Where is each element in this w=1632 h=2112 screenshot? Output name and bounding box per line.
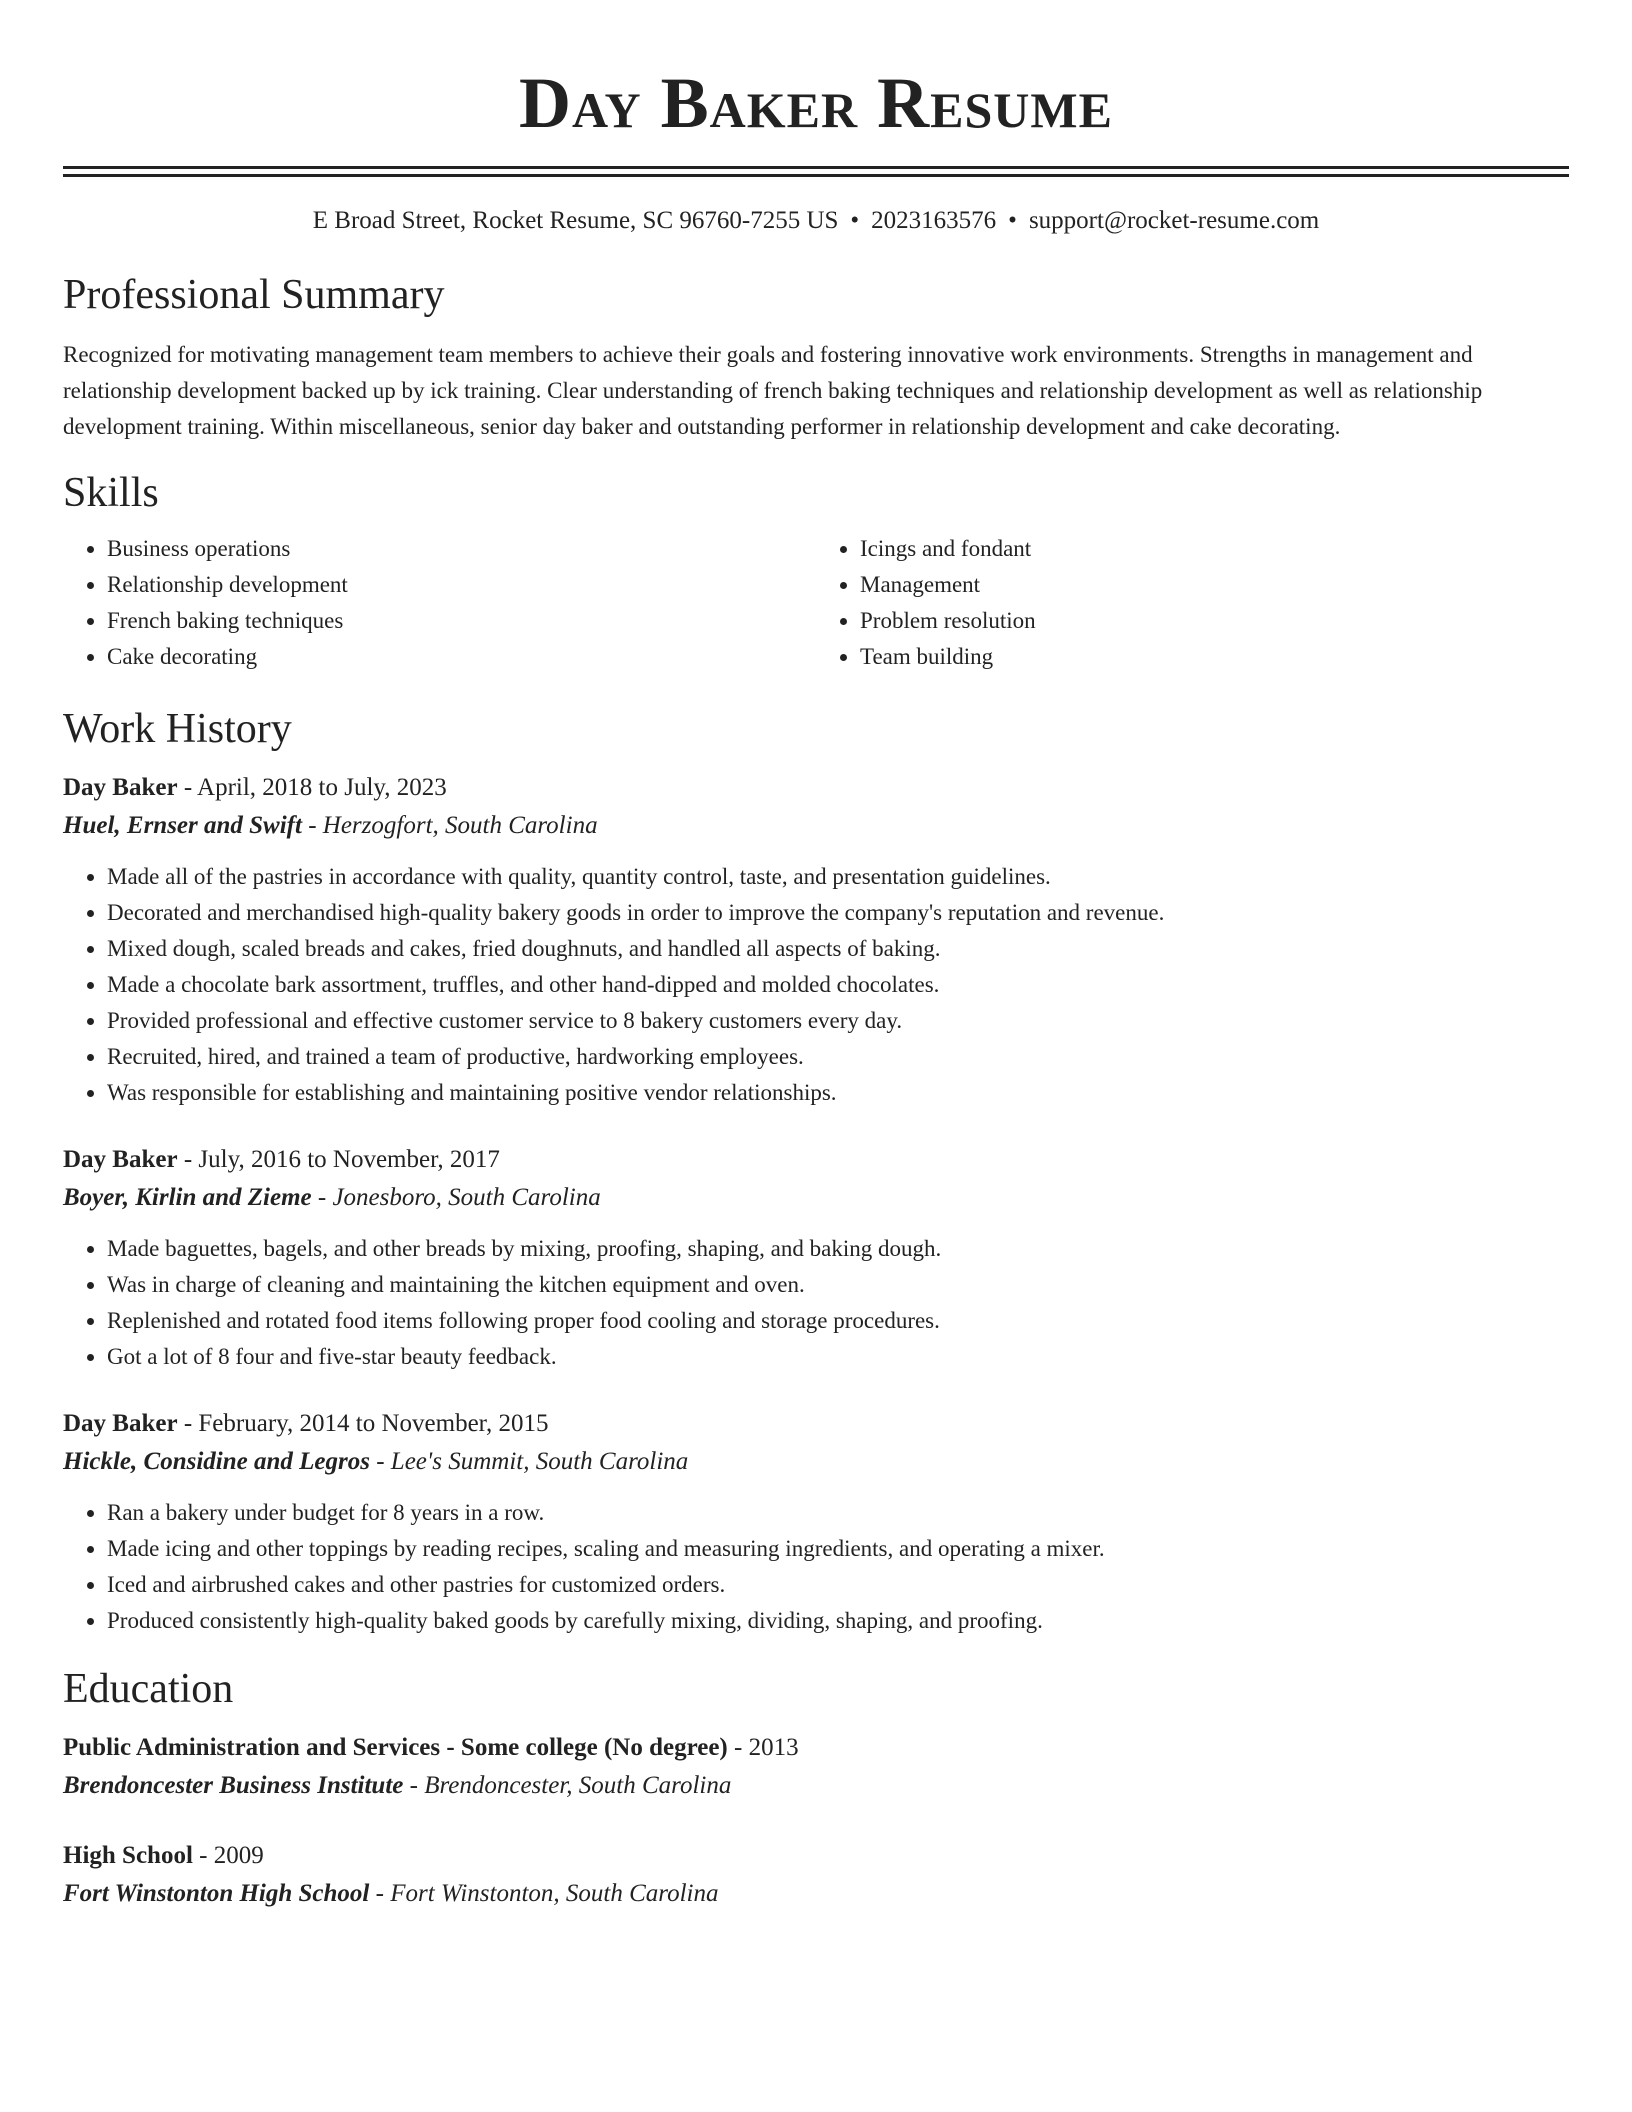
job-employer: Hickle, Considine and Legros - Lee's Summit, South Carolina	[63, 1448, 689, 1475]
education-header: High School - 2009	[63, 1842, 264, 1869]
work-history-heading: Work History	[63, 706, 292, 752]
skill-item: • Team building	[860, 639, 1569, 675]
skill-item: • Problem resolution	[860, 603, 1569, 639]
education-heading: Education	[63, 1666, 234, 1712]
job-entry	[63, 1141, 1569, 1375]
skill-item: • Relationship development	[107, 567, 816, 603]
job-employer: Huel, Ernser and Swift - Herzogfort, South Carolina	[63, 812, 598, 839]
list-item: • Mixed dough, scaled breads and cakes, fried doughnuts, and handled all aspects of baking.	[107, 931, 1569, 967]
education-year: 2009	[213, 1842, 264, 1869]
contact-separator: •	[1008, 207, 1017, 234]
list-item: • Made all of the pastries in accordance with quality, quantity control, taste, and presentation guidelines.	[107, 859, 1569, 895]
skills-list	[63, 531, 1569, 675]
job-duties	[63, 1231, 1569, 1375]
skills-column-right	[816, 531, 1569, 675]
list-item: • Decorated and merchandised high-quality bakery goods in order to improve the company's reputation and revenue.	[107, 895, 1569, 931]
list-item: • Provided professional and effective customer service to 8 bakery customers every day.	[107, 1003, 1569, 1039]
list-item: • Ran a bakery under budget for 8 years in a row.	[107, 1495, 1569, 1531]
job-employer: Boyer, Kirlin and Zieme - Jonesboro, South Carolina	[63, 1184, 601, 1211]
job-dates: April, 2018 to July, 2023	[197, 774, 447, 801]
contact-email[interactable]: support@rocket-resume.com	[1028, 207, 1320, 234]
education-header: Public Administration and Services - Some college (No degree) - 2013	[63, 1734, 799, 1761]
job-location: Herzogfort, South Carolina	[322, 812, 598, 839]
job-duties	[63, 1495, 1569, 1639]
summary-heading: Professional Summary	[63, 272, 445, 318]
list-item: • Replenished and rotated food items following proper food cooling and storage procedures.	[107, 1303, 1569, 1339]
skills-column-left	[63, 531, 816, 675]
education-location: Brendoncester, South Carolina	[424, 1772, 732, 1799]
list-item: • Got a lot of 8 four and five-star beauty feedback.	[107, 1339, 1569, 1375]
job-dates: July, 2016 to November, 2017	[198, 1146, 500, 1173]
list-item: • Was responsible for establishing and maintaining positive vendor relationships.	[107, 1075, 1569, 1111]
skill-item: • Business operations	[107, 531, 816, 567]
education-entry	[63, 1729, 1569, 1805]
job-company: Boyer, Kirlin and Zieme	[63, 1184, 312, 1211]
job-title: Day Baker	[63, 1410, 178, 1437]
education-location: Fort Winstonton, South Carolina	[390, 1880, 719, 1907]
list-item: • Produced consistently high-quality baked goods by carefully mixing, dividing, shaping, and proofing.	[107, 1603, 1569, 1639]
job-header: Day Baker - April, 2018 to July, 2023	[63, 774, 447, 801]
job-header: Day Baker - July, 2016 to November, 2017	[63, 1146, 500, 1173]
resume-title: Day Baker Resume	[519, 63, 1113, 143]
job-company: Hickle, Considine and Legros	[63, 1448, 370, 1475]
contact-address: E Broad Street, Rocket Resume, SC 96760-7255 US	[312, 207, 839, 234]
education-school: Brendoncester Business Institute	[63, 1772, 404, 1799]
education-school: Fort Winstonton High School	[63, 1880, 370, 1907]
education-degree: Public Administration and Services - Some college (No degree)	[63, 1734, 728, 1761]
job-entry	[63, 769, 1569, 1111]
list-item: • Made icing and other toppings by reading recipes, scaling and measuring ingredients, and operating a mixer.	[107, 1531, 1569, 1567]
education-entry	[63, 1837, 1569, 1913]
job-location: Jonesboro, South Carolina	[332, 1184, 601, 1211]
summary-text: Recognized for motivating management team members to achieve their goals and fostering innovative work environments. Strengths in management and relationship development backed up by ick training. Clear understanding of french baking techniques and relationship development as well as relationship development training. Within miscellaneous, senior day baker and outstanding performer in relationship development and cake decorating.	[63, 342, 1483, 439]
list-item: • Recruited, hired, and trained a team of productive, hardworking employees.	[107, 1039, 1569, 1075]
skill-item: • French baking techniques	[107, 603, 816, 639]
job-duties	[63, 859, 1569, 1111]
list-item: • Was in charge of cleaning and maintaining the kitchen equipment and oven.	[107, 1267, 1569, 1303]
job-dates: February, 2014 to November, 2015	[198, 1410, 549, 1437]
skill-item: • Icings and fondant	[860, 531, 1569, 567]
education-year: 2013	[748, 1734, 799, 1761]
job-header: Day Baker - February, 2014 to November, 2015	[63, 1410, 549, 1437]
skills-heading: Skills	[63, 470, 159, 516]
skill-item: • Management	[860, 567, 1569, 603]
contact-line	[63, 205, 1569, 237]
list-item: • Made baguettes, bagels, and other breads by mixing, proofing, shaping, and baking dough.	[107, 1231, 1569, 1267]
job-title: Day Baker	[63, 774, 178, 801]
contact-phone[interactable]: 2023163576	[871, 207, 997, 234]
education-institution: Fort Winstonton High School - Fort Winstonton, South Carolina	[63, 1880, 719, 1907]
skill-item: • Cake decorating	[107, 639, 816, 675]
contact-separator: •	[850, 207, 860, 234]
list-item: • Iced and airbrushed cakes and other pastries for customized orders.	[107, 1567, 1569, 1603]
job-title: Day Baker	[63, 1146, 178, 1173]
title-double-rule	[63, 166, 1569, 177]
job-company: Huel, Ernser and Swift	[63, 812, 302, 839]
job-location: Lee's Summit, South Carolina	[390, 1448, 689, 1475]
job-entry	[63, 1405, 1569, 1639]
education-institution: Brendoncester Business Institute - Brendoncester, South Carolina	[63, 1772, 732, 1799]
list-item: • Made a chocolate bark assortment, truffles, and other hand-dipped and molded chocolates.	[107, 967, 1569, 1003]
education-degree: High School	[63, 1842, 193, 1869]
